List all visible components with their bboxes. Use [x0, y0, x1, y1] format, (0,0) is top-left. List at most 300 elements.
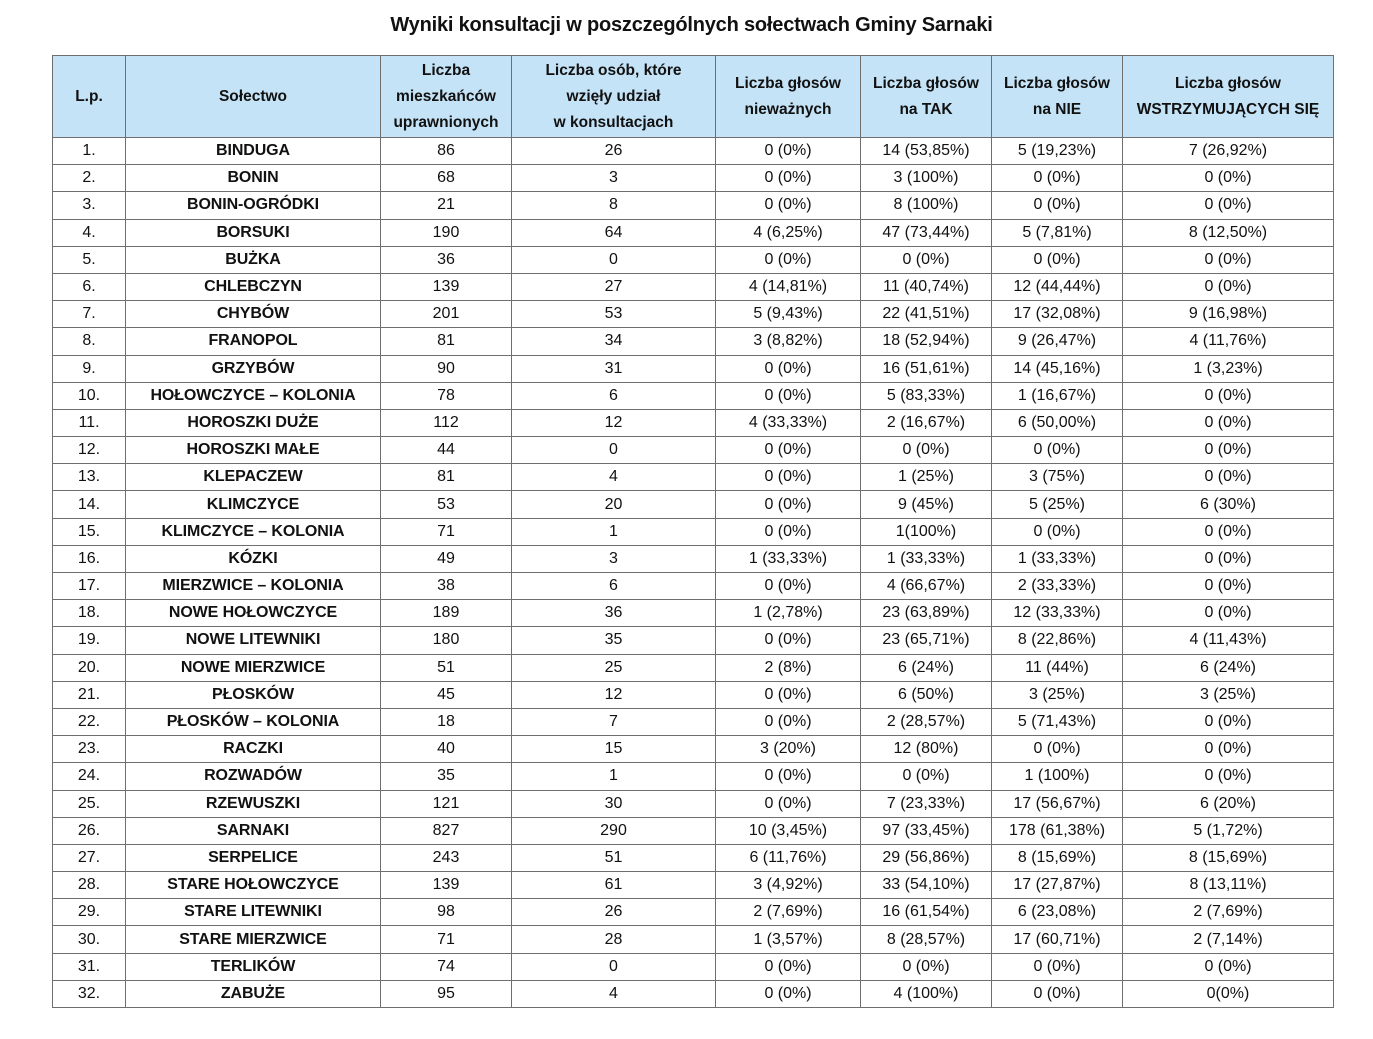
- table-row: [53, 844, 1334, 871]
- row-number: 1.: [53, 138, 126, 165]
- participants-count: 1: [512, 763, 716, 790]
- table-row: [53, 165, 1334, 192]
- abstain-votes: 0 (0%): [1123, 518, 1334, 545]
- solectwo-name: CHLEBCZYN: [126, 273, 381, 300]
- participants-count: 26: [512, 138, 716, 165]
- residents-count: 78: [381, 382, 512, 409]
- solectwo-name: KÓZKI: [126, 545, 381, 572]
- table-row: [53, 899, 1334, 926]
- yes-votes: 97 (33,45%): [861, 817, 992, 844]
- solectwo-name: NOWE LITEWNIKI: [126, 627, 381, 654]
- col-solectwo-header: [126, 56, 381, 138]
- abstain-votes: 0 (0%): [1123, 736, 1334, 763]
- participants-count: 6: [512, 573, 716, 600]
- row-number: 14.: [53, 491, 126, 518]
- abstain-votes: 6 (30%): [1123, 491, 1334, 518]
- solectwo-name: HOROSZKI MAŁE: [126, 437, 381, 464]
- table-row: [53, 953, 1334, 980]
- invalid-votes: 0 (0%): [716, 708, 861, 735]
- solectwo-name: BORSUKI: [126, 219, 381, 246]
- row-number: 10.: [53, 382, 126, 409]
- row-number: 12.: [53, 437, 126, 464]
- invalid-votes: 0 (0%): [716, 763, 861, 790]
- invalid-votes: 6 (11,76%): [716, 844, 861, 871]
- row-number: 23.: [53, 736, 126, 763]
- residents-count: 189: [381, 600, 512, 627]
- col-yes-header: [861, 56, 992, 138]
- no-votes: 3 (25%): [992, 681, 1123, 708]
- participants-count: 3: [512, 165, 716, 192]
- table-row: [53, 736, 1334, 763]
- row-number: 32.: [53, 980, 126, 1007]
- invalid-votes: 1 (33,33%): [716, 545, 861, 572]
- col-abstain-header: [1123, 56, 1334, 138]
- invalid-votes: 0 (0%): [716, 790, 861, 817]
- table-row: [53, 464, 1334, 491]
- participants-count: 30: [512, 790, 716, 817]
- abstain-votes: 2 (7,69%): [1123, 899, 1334, 926]
- invalid-votes: 0 (0%): [716, 953, 861, 980]
- participants-count: 1: [512, 518, 716, 545]
- invalid-votes: 0 (0%): [716, 681, 861, 708]
- participants-count: 0: [512, 437, 716, 464]
- invalid-votes: 0 (0%): [716, 165, 861, 192]
- table-row: [53, 545, 1334, 572]
- no-votes: 5 (25%): [992, 491, 1123, 518]
- yes-votes: 4 (66,67%): [861, 573, 992, 600]
- invalid-votes: 1 (2,78%): [716, 600, 861, 627]
- no-votes: 0 (0%): [992, 736, 1123, 763]
- row-number: 27.: [53, 844, 126, 871]
- no-votes: 178 (61,38%): [992, 817, 1123, 844]
- yes-votes: 6 (24%): [861, 654, 992, 681]
- yes-votes: 16 (51,61%): [861, 355, 992, 382]
- invalid-votes: 3 (4,92%): [716, 872, 861, 899]
- col-invalid-header: [716, 56, 861, 138]
- participants-count: 26: [512, 899, 716, 926]
- row-number: 31.: [53, 953, 126, 980]
- table-row: [53, 491, 1334, 518]
- table-row: [53, 409, 1334, 436]
- no-votes: 2 (33,33%): [992, 573, 1123, 600]
- yes-votes: 47 (73,44%): [861, 219, 992, 246]
- col-participants-header: [512, 56, 716, 138]
- no-votes: 1 (16,67%): [992, 382, 1123, 409]
- no-votes: 17 (32,08%): [992, 301, 1123, 328]
- residents-count: 74: [381, 953, 512, 980]
- table-row: [53, 301, 1334, 328]
- row-number: 19.: [53, 627, 126, 654]
- col-residents-header: [381, 56, 512, 138]
- solectwo-name: BUŻKA: [126, 246, 381, 273]
- yes-votes: 3 (100%): [861, 165, 992, 192]
- abstain-votes: 1 (3,23%): [1123, 355, 1334, 382]
- row-number: 6.: [53, 273, 126, 300]
- residents-count: 86: [381, 138, 512, 165]
- invalid-votes: 0 (0%): [716, 573, 861, 600]
- participants-count: 28: [512, 926, 716, 953]
- no-votes: 0 (0%): [992, 518, 1123, 545]
- no-votes: 6 (50,00%): [992, 409, 1123, 436]
- abstain-votes: 0 (0%): [1123, 192, 1334, 219]
- col-lp-header: [53, 56, 126, 138]
- residents-count: 49: [381, 545, 512, 572]
- yes-votes: 12 (80%): [861, 736, 992, 763]
- participants-count: 64: [512, 219, 716, 246]
- yes-votes: 14 (53,85%): [861, 138, 992, 165]
- yes-votes: 9 (45%): [861, 491, 992, 518]
- row-number: 18.: [53, 600, 126, 627]
- abstain-votes: 0(0%): [1123, 980, 1334, 1007]
- abstain-votes: 8 (12,50%): [1123, 219, 1334, 246]
- table-row: [53, 273, 1334, 300]
- residents-count: 44: [381, 437, 512, 464]
- table-row: [53, 219, 1334, 246]
- table-row: [53, 138, 1334, 165]
- yes-votes: 2 (28,57%): [861, 708, 992, 735]
- participants-count: 7: [512, 708, 716, 735]
- solectwo-name: KLIMCZYCE: [126, 491, 381, 518]
- solectwo-name: RACZKI: [126, 736, 381, 763]
- residents-count: 38: [381, 573, 512, 600]
- solectwo-name: HOROSZKI DUŻE: [126, 409, 381, 436]
- yes-votes: 23 (63,89%): [861, 600, 992, 627]
- yes-votes: 29 (56,86%): [861, 844, 992, 871]
- no-votes: 8 (15,69%): [992, 844, 1123, 871]
- table-row: [53, 790, 1334, 817]
- invalid-votes: 3 (8,82%): [716, 328, 861, 355]
- header-label-line: Liczba głosów: [735, 74, 841, 92]
- participants-count: 4: [512, 464, 716, 491]
- header-label-line: wzięły udział: [566, 87, 661, 105]
- no-votes: 5 (71,43%): [992, 708, 1123, 735]
- table-row: [53, 872, 1334, 899]
- invalid-votes: 0 (0%): [716, 518, 861, 545]
- no-votes: 0 (0%): [992, 437, 1123, 464]
- participants-count: 4: [512, 980, 716, 1007]
- invalid-votes: 3 (20%): [716, 736, 861, 763]
- solectwo-name: GRZYBÓW: [126, 355, 381, 382]
- no-votes: 17 (56,67%): [992, 790, 1123, 817]
- yes-votes: 8 (28,57%): [861, 926, 992, 953]
- results-table: [52, 55, 1334, 1008]
- abstain-votes: 0 (0%): [1123, 409, 1334, 436]
- yes-votes: 18 (52,94%): [861, 328, 992, 355]
- yes-votes: 1(100%): [861, 518, 992, 545]
- table-row: [53, 654, 1334, 681]
- no-votes: 17 (60,71%): [992, 926, 1123, 953]
- header-label-line: L.p.: [75, 87, 103, 105]
- solectwo-name: STARE LITEWNIKI: [126, 899, 381, 926]
- row-number: 28.: [53, 872, 126, 899]
- no-votes: 12 (33,33%): [992, 600, 1123, 627]
- abstain-votes: 0 (0%): [1123, 437, 1334, 464]
- yes-votes: 33 (54,10%): [861, 872, 992, 899]
- invalid-votes: 10 (3,45%): [716, 817, 861, 844]
- invalid-votes: 4 (6,25%): [716, 219, 861, 246]
- participants-count: 0: [512, 246, 716, 273]
- table-row: [53, 627, 1334, 654]
- no-votes: 14 (45,16%): [992, 355, 1123, 382]
- abstain-votes: 6 (24%): [1123, 654, 1334, 681]
- invalid-votes: 4 (33,33%): [716, 409, 861, 436]
- table-row: [53, 518, 1334, 545]
- header-label-line: Liczba osób, które: [545, 61, 682, 79]
- invalid-votes: 0 (0%): [716, 355, 861, 382]
- row-number: 11.: [53, 409, 126, 436]
- header-label-line: uprawnionych: [393, 113, 499, 131]
- table-row: [53, 246, 1334, 273]
- abstain-votes: 0 (0%): [1123, 165, 1334, 192]
- table-row: [53, 328, 1334, 355]
- invalid-votes: 1 (3,57%): [716, 926, 861, 953]
- header-label-line: Liczba głosów: [1004, 74, 1110, 92]
- invalid-votes: 4 (14,81%): [716, 273, 861, 300]
- table-row: [53, 192, 1334, 219]
- row-number: 25.: [53, 790, 126, 817]
- invalid-votes: 2 (7,69%): [716, 899, 861, 926]
- residents-count: 36: [381, 246, 512, 273]
- participants-count: 12: [512, 681, 716, 708]
- row-number: 9.: [53, 355, 126, 382]
- yes-votes: 0 (0%): [861, 953, 992, 980]
- yes-votes: 2 (16,67%): [861, 409, 992, 436]
- row-number: 16.: [53, 545, 126, 572]
- no-votes: 0 (0%): [992, 192, 1123, 219]
- residents-count: 139: [381, 273, 512, 300]
- solectwo-name: KLIMCZYCE – KOLONIA: [126, 518, 381, 545]
- participants-count: 0: [512, 953, 716, 980]
- abstain-votes: 0 (0%): [1123, 273, 1334, 300]
- invalid-votes: 0 (0%): [716, 627, 861, 654]
- header-label-line: Liczba głosów: [873, 74, 979, 92]
- row-number: 13.: [53, 464, 126, 491]
- residents-count: 35: [381, 763, 512, 790]
- row-number: 2.: [53, 165, 126, 192]
- residents-count: 51: [381, 654, 512, 681]
- yes-votes: 4 (100%): [861, 980, 992, 1007]
- participants-count: 25: [512, 654, 716, 681]
- residents-count: 45: [381, 681, 512, 708]
- abstain-votes: 8 (15,69%): [1123, 844, 1334, 871]
- row-number: 5.: [53, 246, 126, 273]
- abstain-votes: 9 (16,98%): [1123, 301, 1334, 328]
- yes-votes: 1 (25%): [861, 464, 992, 491]
- yes-votes: 0 (0%): [861, 763, 992, 790]
- abstain-votes: 0 (0%): [1123, 246, 1334, 273]
- abstain-votes: 4 (11,43%): [1123, 627, 1334, 654]
- no-votes: 11 (44%): [992, 654, 1123, 681]
- no-votes: 5 (19,23%): [992, 138, 1123, 165]
- abstain-votes: 0 (0%): [1123, 382, 1334, 409]
- solectwo-name: KLEPACZEW: [126, 464, 381, 491]
- solectwo-name: MIERZWICE – KOLONIA: [126, 573, 381, 600]
- table-row: [53, 708, 1334, 735]
- abstain-votes: 8 (13,11%): [1123, 872, 1334, 899]
- residents-count: 827: [381, 817, 512, 844]
- row-number: 21.: [53, 681, 126, 708]
- yes-votes: 7 (23,33%): [861, 790, 992, 817]
- table-row: [53, 926, 1334, 953]
- header-label-line: Liczba głosów: [1175, 74, 1281, 92]
- solectwo-name: CHYBÓW: [126, 301, 381, 328]
- abstain-votes: 0 (0%): [1123, 763, 1334, 790]
- abstain-votes: 3 (25%): [1123, 681, 1334, 708]
- participants-count: 8: [512, 192, 716, 219]
- header-label-line: nieważnych: [744, 100, 832, 118]
- participants-count: 15: [512, 736, 716, 763]
- participants-count: 35: [512, 627, 716, 654]
- participants-count: 6: [512, 382, 716, 409]
- yes-votes: 23 (65,71%): [861, 627, 992, 654]
- document-title: Wyniki konsultacji w poszczególnych sołectwach Gminy Sarnaki: [390, 14, 993, 36]
- header-label-line: Liczba: [421, 61, 471, 79]
- solectwo-name: HOŁOWCZYCE – KOLONIA: [126, 382, 381, 409]
- row-number: 7.: [53, 301, 126, 328]
- no-votes: 0 (0%): [992, 165, 1123, 192]
- invalid-votes: 0 (0%): [716, 138, 861, 165]
- row-number: 20.: [53, 654, 126, 681]
- solectwo-name: SERPELICE: [126, 844, 381, 871]
- solectwo-name: BINDUGA: [126, 138, 381, 165]
- abstain-votes: 0 (0%): [1123, 545, 1334, 572]
- row-number: 4.: [53, 219, 126, 246]
- residents-count: 21: [381, 192, 512, 219]
- participants-count: 53: [512, 301, 716, 328]
- table-row: [53, 382, 1334, 409]
- yes-votes: 16 (61,54%): [861, 899, 992, 926]
- no-votes: 9 (26,47%): [992, 328, 1123, 355]
- table-body: [53, 138, 1334, 1008]
- row-number: 26.: [53, 817, 126, 844]
- residents-count: 40: [381, 736, 512, 763]
- residents-count: 71: [381, 518, 512, 545]
- participants-count: 61: [512, 872, 716, 899]
- invalid-votes: 0 (0%): [716, 437, 861, 464]
- invalid-votes: 0 (0%): [716, 382, 861, 409]
- participants-count: 3: [512, 545, 716, 572]
- solectwo-name: FRANOPOL: [126, 328, 381, 355]
- residents-count: 139: [381, 872, 512, 899]
- no-votes: 0 (0%): [992, 953, 1123, 980]
- row-number: 24.: [53, 763, 126, 790]
- residents-count: 81: [381, 328, 512, 355]
- header-label-line: na NIE: [1032, 100, 1082, 118]
- residents-count: 180: [381, 627, 512, 654]
- abstain-votes: 7 (26,92%): [1123, 138, 1334, 165]
- invalid-votes: 5 (9,43%): [716, 301, 861, 328]
- header-label-line: Sołectwo: [218, 87, 288, 105]
- abstain-votes: 0 (0%): [1123, 953, 1334, 980]
- table-row: [53, 355, 1334, 382]
- no-votes: 0 (0%): [992, 980, 1123, 1007]
- col-no-header: [992, 56, 1123, 138]
- yes-votes: 0 (0%): [861, 437, 992, 464]
- participants-count: 34: [512, 328, 716, 355]
- yes-votes: 0 (0%): [861, 246, 992, 273]
- residents-count: 243: [381, 844, 512, 871]
- row-number: 15.: [53, 518, 126, 545]
- invalid-votes: 0 (0%): [716, 980, 861, 1007]
- no-votes: 5 (7,81%): [992, 219, 1123, 246]
- no-votes: 3 (75%): [992, 464, 1123, 491]
- row-number: 17.: [53, 573, 126, 600]
- residents-count: 95: [381, 980, 512, 1007]
- header-label-line: w konsultacjach: [553, 113, 674, 131]
- solectwo-name: PŁOSKÓW – KOLONIA: [126, 708, 381, 735]
- abstain-votes: 2 (7,14%): [1123, 926, 1334, 953]
- abstain-votes: 0 (0%): [1123, 708, 1334, 735]
- no-votes: 6 (23,08%): [992, 899, 1123, 926]
- solectwo-name: BONIN-OGRÓDKI: [126, 192, 381, 219]
- residents-count: 112: [381, 409, 512, 436]
- residents-count: 90: [381, 355, 512, 382]
- solectwo-name: STARE MIERZWICE: [126, 926, 381, 953]
- solectwo-name: ZABUŻE: [126, 980, 381, 1007]
- solectwo-name: NOWE MIERZWICE: [126, 654, 381, 681]
- row-number: 3.: [53, 192, 126, 219]
- header-label-line: na TAK: [899, 100, 953, 118]
- row-number: 22.: [53, 708, 126, 735]
- abstain-votes: 0 (0%): [1123, 573, 1334, 600]
- table-row: [53, 437, 1334, 464]
- residents-count: 53: [381, 491, 512, 518]
- yes-votes: 1 (33,33%): [861, 545, 992, 572]
- abstain-votes: 6 (20%): [1123, 790, 1334, 817]
- abstain-votes: 4 (11,76%): [1123, 328, 1334, 355]
- solectwo-name: BONIN: [126, 165, 381, 192]
- table-row: [53, 763, 1334, 790]
- yes-votes: 8 (100%): [861, 192, 992, 219]
- no-votes: 12 (44,44%): [992, 273, 1123, 300]
- table-row: [53, 573, 1334, 600]
- residents-count: 190: [381, 219, 512, 246]
- participants-count: 27: [512, 273, 716, 300]
- header-row: [53, 56, 1334, 138]
- row-number: 8.: [53, 328, 126, 355]
- abstain-votes: 0 (0%): [1123, 600, 1334, 627]
- participants-count: 12: [512, 409, 716, 436]
- invalid-votes: 2 (8%): [716, 654, 861, 681]
- solectwo-name: RZEWUSZKI: [126, 790, 381, 817]
- abstain-votes: 0 (0%): [1123, 464, 1334, 491]
- no-votes: 0 (0%): [992, 246, 1123, 273]
- residents-count: 18: [381, 708, 512, 735]
- solectwo-name: SARNAKI: [126, 817, 381, 844]
- residents-count: 201: [381, 301, 512, 328]
- participants-count: 20: [512, 491, 716, 518]
- invalid-votes: 0 (0%): [716, 491, 861, 518]
- row-number: 29.: [53, 899, 126, 926]
- solectwo-name: NOWE HOŁOWCZYCE: [126, 600, 381, 627]
- no-votes: 8 (22,86%): [992, 627, 1123, 654]
- yes-votes: 22 (41,51%): [861, 301, 992, 328]
- yes-votes: 6 (50%): [861, 681, 992, 708]
- solectwo-name: TERLIKÓW: [126, 953, 381, 980]
- residents-count: 81: [381, 464, 512, 491]
- header-label-line: WSTRZYMUJĄCYCH SIĘ: [1136, 100, 1320, 118]
- invalid-votes: 0 (0%): [716, 464, 861, 491]
- header-label-line: mieszkańców: [396, 87, 496, 105]
- residents-count: 68: [381, 165, 512, 192]
- yes-votes: 11 (40,74%): [861, 273, 992, 300]
- residents-count: 121: [381, 790, 512, 817]
- residents-count: 71: [381, 926, 512, 953]
- invalid-votes: 0 (0%): [716, 246, 861, 273]
- abstain-votes: 5 (1,72%): [1123, 817, 1334, 844]
- yes-votes: 5 (83,33%): [861, 382, 992, 409]
- no-votes: 1 (33,33%): [992, 545, 1123, 572]
